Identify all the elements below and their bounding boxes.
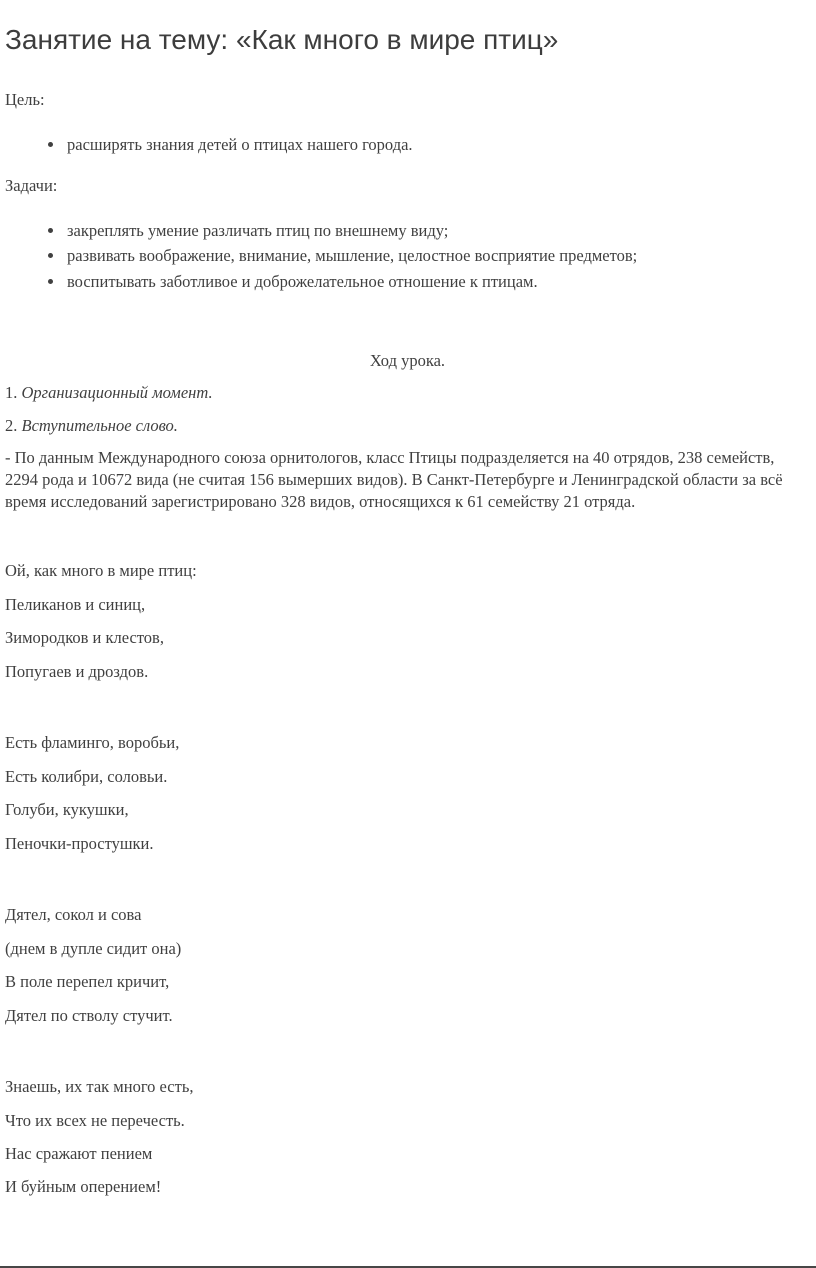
step-2-number: 2. [5, 415, 22, 435]
tasks-label: Задачи: [5, 176, 58, 196]
poem-stanza-3 [5, 905, 810, 1025]
poem-stanza-4 [5, 1077, 810, 1197]
poem-line: Пеликанов и синиц, [5, 594, 146, 614]
tasks-list [5, 221, 810, 291]
poem-line: Нас сражают пением [5, 1143, 153, 1163]
list-item: • воспитывать заботливое и доброжелательное отношение к птицам. [65, 272, 810, 291]
poem-line: Что их всех не перечесть. [5, 1110, 185, 1130]
step-1 [5, 383, 810, 402]
list-item: • расширять знания детей о птицах нашего города. [65, 135, 810, 154]
step-1-number: 1. [5, 383, 22, 403]
poem-line: И буйным оперением! [5, 1177, 162, 1197]
list-item: • развивать воображение, внимание, мышление, целостное восприятие предметов; [65, 246, 810, 265]
poem-line: Есть фламинго, воробьи, [5, 733, 180, 753]
poem [5, 561, 810, 1197]
poem-line: Зимородков и клестов, [5, 628, 164, 648]
list-item: • закреплять умение различать птиц по внешнему виду; [65, 221, 810, 240]
lesson-heading: Ход урока. [369, 351, 446, 370]
poem-line: Попугаев и дроздов. [5, 661, 149, 681]
poem-line: Голуби, кукушки, [5, 800, 129, 820]
step-2-title: Вступительное слово. [21, 415, 178, 435]
poem-line: Есть колибри, соловьи. [5, 766, 168, 786]
poem-line: Дятел по стволу стучит. [5, 1005, 173, 1025]
step-2 [5, 416, 810, 435]
poem-line: Знаешь, их так много есть, [5, 1077, 194, 1097]
page-title: Занятие на тему: «Как много в мире птиц» [5, 24, 559, 55]
poem-line: В поле перепел кричит, [5, 972, 170, 992]
poem-line: (днем в дупле сидит она) [5, 938, 182, 958]
poem-stanza-1 [5, 561, 810, 681]
step-1-title: Организационный момент. [21, 383, 213, 403]
intro-paragraph: - По данным Международного союза орнитологов, класс Птицы подразделяется на 40 отрядов, 238 семейств, 2294 рода и 10672 вида (не считая 156 вымерших видов). В Санкт-Петербурге и Ленинградской области за всё время исследований зарегистрировано 328 видов, относящихся к 61 семейству 21 отряда. [5, 448, 783, 512]
goal-label: Цель: [5, 90, 45, 110]
poem-line: Ой, как много в мире птиц: [5, 561, 197, 581]
goal-list [5, 135, 810, 154]
poem-line: Дятел, сокол и сова [5, 905, 142, 925]
poem-line: Пеночки-простушки. [5, 833, 154, 853]
poem-stanza-2 [5, 733, 810, 853]
